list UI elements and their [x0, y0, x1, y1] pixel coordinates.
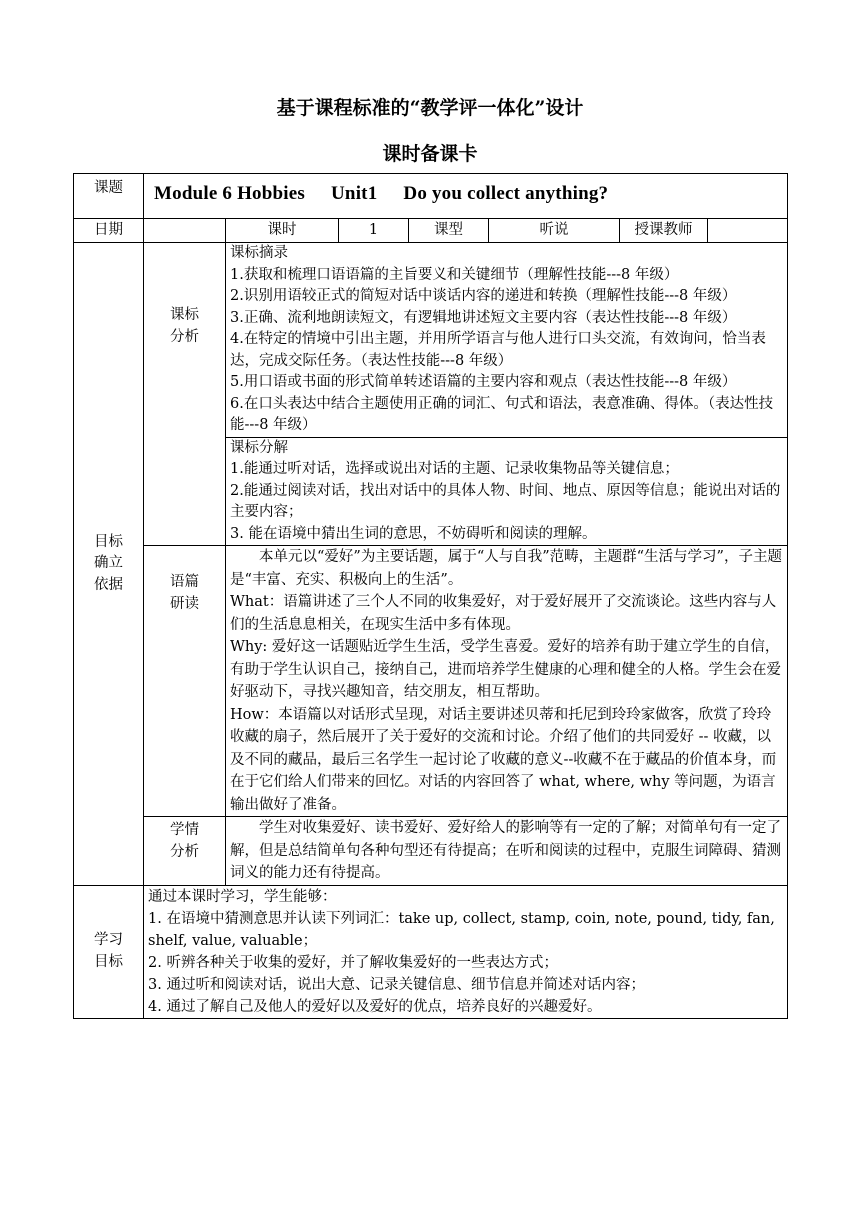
- standards-excerpt-item: 1.获取和梳理口语语篇的主旨要义和关键细节（理解性技能---8 年级）: [230, 266, 679, 283]
- standards-excerpt: [226, 243, 788, 438]
- standards-excerpt-item: 6.在口头表达中结合主题使用正确的词汇、句式和语法，表意准确、得体。（表达性技能---8 年级）: [230, 395, 774, 433]
- standards-analysis-label: 课标 分析: [144, 243, 226, 546]
- objectives-item: 4. 通过了解自己及他人的爱好以及爱好的优点，培养良好的兴趣爱好。: [148, 998, 602, 1015]
- objectives-label: 学习 目标: [74, 885, 144, 1018]
- learner-row: [74, 817, 788, 886]
- learner-analysis-content: [226, 817, 788, 886]
- standards-breakdown-item: 1.能通过听对话，选择或说出对话的主题、记录收集物品等关键信息；: [230, 461, 679, 477]
- document-subtitle: 课时备课卡: [382, 143, 478, 165]
- date-label: 日期: [74, 219, 144, 243]
- standards-row-excerpt: [74, 243, 788, 438]
- standards-excerpt-item: 4.在特定的情境中引出主题，并用所学语言与他人进行口头交流，有效询问，恰当表达，完成交际任务。（表达性技能---8 年级）: [230, 331, 766, 369]
- text-study-label: 语篇 研读: [144, 546, 226, 817]
- date-value: [144, 219, 226, 243]
- topic-question: Do you collect anything?: [403, 183, 609, 204]
- standards-breakdown-title: 课标分解: [230, 439, 288, 456]
- info-row: [74, 219, 788, 243]
- topic-label: 课题: [74, 174, 144, 219]
- target-basis-label: 目标 确立 依据: [74, 243, 144, 886]
- topic-module: Module 6 Hobbies: [154, 183, 305, 204]
- standards-excerpt-item: 3.正确、流利地朗读短文，有逻辑地讲述短文主要内容（表达性技能---8 年级）: [230, 309, 737, 326]
- learner-analysis-text: 学生对收集爱好、读书爱好、爱好给人的影响等有一定的了解；对简单句有一定了解，但是总结简单句各种句型还有待提高；在听和阅读的过程中，克服生词障碍、猜测词义的能力还有待提高。: [230, 820, 781, 881]
- objectives-content: [144, 885, 788, 1018]
- type-value: 听说: [489, 219, 620, 243]
- standards-excerpt-item: 2.识别用语较正式的简短对话中谈话内容的递进和转换（理解性技能---8 年级）: [230, 288, 737, 304]
- objectives-intro: 通过本课时学习，学生能够：: [148, 888, 337, 905]
- topic-unit: Unit1: [331, 183, 378, 204]
- learner-analysis-label: 学情 分析: [144, 817, 226, 886]
- period-value: 1: [339, 219, 409, 243]
- standards-excerpt-item: 5.用口语或书面的形式简单转述语篇的主要内容和观点（表达性技能---8 年级）: [230, 374, 737, 390]
- text-study-why: Why: 爱好这一话题贴近学生生活，受学生喜爱。爱好的培养有助于建立学生的自信，有助于学生认识自己，接纳自己，进而培养学生健康的心理和健全的人格。学生会在爱好驱动下，寻找兴趣知音，结交朋友，相互帮助。: [230, 639, 781, 700]
- standards-breakdown: [226, 437, 788, 546]
- teacher-value: [708, 219, 788, 243]
- text-study-intro: 本单元以“爱好”为主要话题，属于“人与自我”范畴，主题群“生活与学习”，子主题是“丰富、充实、积极向上的生活”。: [230, 549, 782, 588]
- standards-breakdown-item: 3. 能在语境中猜出生词的意思，不妨碍听和阅读的理解。: [230, 525, 597, 542]
- objectives-item: 2. 听辨各种关于收集的爱好，并了解收集爱好的一些表达方式；: [148, 954, 558, 971]
- text-study-what: What：语篇讲述了三个人不同的收集爱好，对于爱好展开了交流谈论。这些内容与人们的生活息息相关，在现实生活中多有体现。: [230, 594, 777, 633]
- objectives-item: 3. 通过听和阅读对话，说出大意、记录关键信息、细节信息并简述对话内容；: [148, 976, 645, 993]
- text-study-content: [226, 546, 788, 817]
- topic-row: [74, 174, 788, 219]
- topic-value: [144, 174, 788, 219]
- standards-excerpt-title: 课标摘录: [230, 245, 288, 261]
- teacher-label: 授课教师: [620, 219, 708, 243]
- type-label: 课型: [409, 219, 489, 243]
- standards-breakdown-item: 2.能通过阅读对话，找出对话中的具体人物、时间、地点、原因等信息；能说出对话的主要内容；: [230, 482, 781, 520]
- document-title: 基于课程标准的“教学评一体化”设计: [276, 97, 584, 119]
- text-study-how: How：本语篇以对话形式呈现，对话主要讲述贝蒂和托尼到玲玲家做客，欣赏了玲玲收藏的扇子，然后展开了关于爱好的交流和讨论。介绍了他们的共同爱好 -- 收藏，以及不同的藏品，最后三名学生一起讨论了收藏的意义--收藏不在于藏品的价值本身，而在于它们给人们带来的回忆。对话的内容回答了 what, where, why 等问题，为语言输出做好了准备。: [230, 706, 777, 813]
- text-study-row: [74, 546, 788, 817]
- objectives-item: 1. 在语境中猜测意思并认读下列词汇：take up, collect, stamp, coin, note, pound, tidy, fan, shelf, value, valuable；: [148, 910, 775, 949]
- objectives-row: [74, 885, 788, 1018]
- period-label: 课时: [226, 219, 339, 243]
- lesson-plan-table: [73, 173, 788, 1019]
